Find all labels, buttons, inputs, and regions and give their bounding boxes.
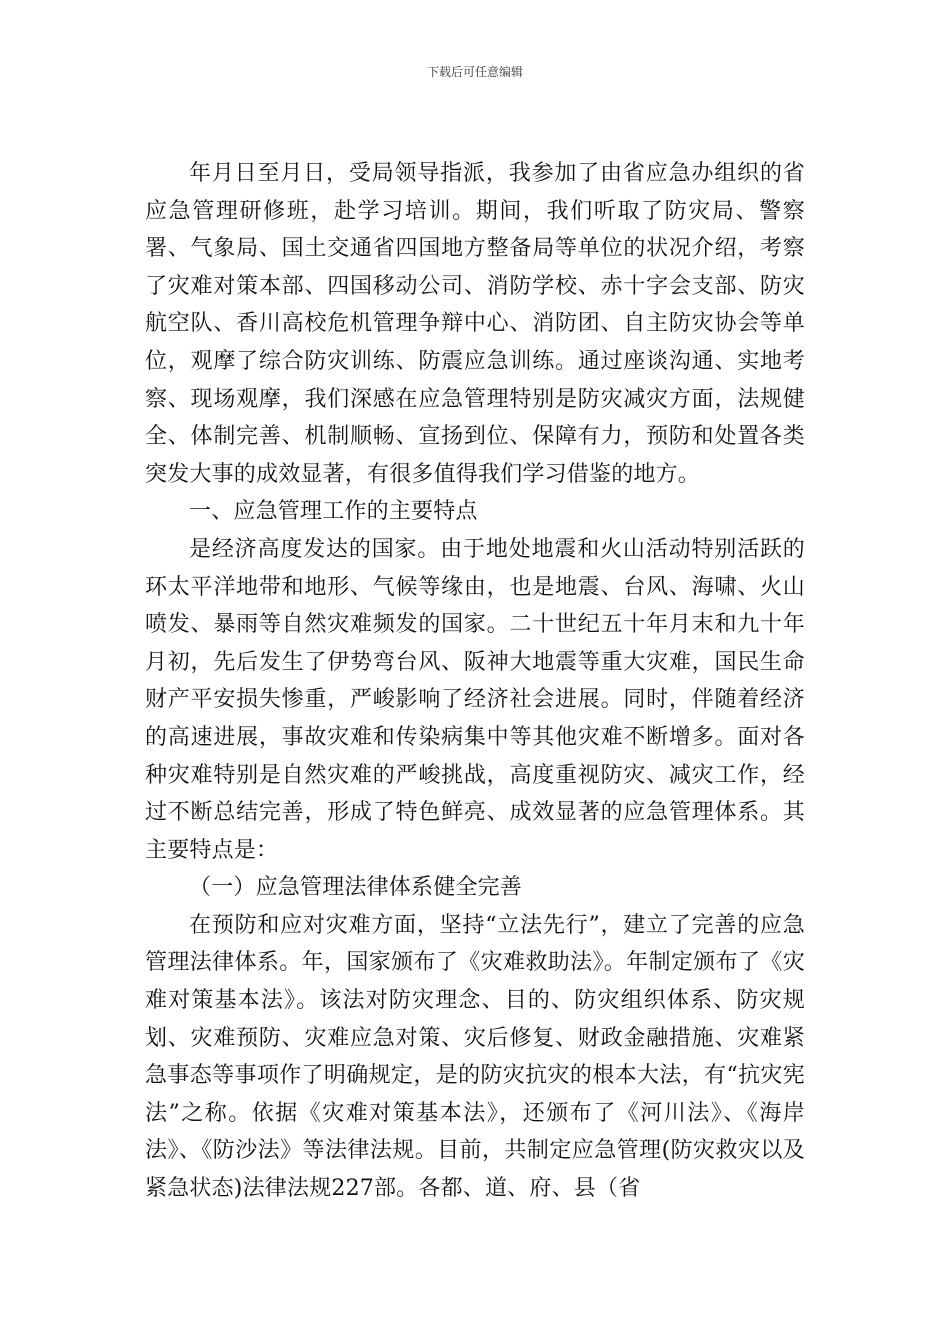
paragraph-intro: 年月日至月日，受局领导指派，我参加了由省应急办组织的省应急管理研修班，赴学习培训。期间，我们听取了防灾局、警察署、气象局、国土交通省四国地方整备局等单位的状况介绍，考察了灾难对策本部、四国移动公司、消防学校、赤十字会支部、防灾航空队、香川高校危机管理争辩中心、消防团、自主防灾协会等单位，观摩了综合防灾训练、防震应急训练。通过座谈沟通、实地考察、现场观摩，我们深感在应急管理特别是防灾减灾方面，法规健全、体制完善、机制顺畅、宣扬到位、保障有力，预防和处置各类突发大事的成效显著，有很多值得我们学习借鉴的地方。 — [145, 161, 805, 487]
subsection-heading-legal-system: （一）应急管理法律体系健全完善 — [189, 875, 523, 901]
paragraph-background: 是经济高度发达的国家。由于地处地震和火山活动特别活跃的环太平洋地带和地形、气候等缘由，也是地震、台风、海啸、火山喷发、暴雨等自然灾难频发的国家。二十世纪五十年月末和九十年月初，先后发生了伊势弯台风、阪神大地震等重大灾难，国民生命财产平安损失惨重，严峻影响了经济社会进展。同时，伴随着经济的高速进展，事故灾难和传染病集中等其他灾难不断增多。面对各种灾难特别是自然灾难的严峻挑战，高度重视防灾、减灾工作，经过不断总结完善，形成了特色鲜亮、成效显著的应急管理体系。其主要特点是： — [145, 536, 805, 863]
document-body — [145, 155, 805, 1208]
page-header: 下载后可任意编辑 — [426, 65, 523, 79]
section-heading-main-features: 一、应急管理工作的主要特点 — [189, 499, 478, 525]
paragraph-legal-system: 在预防和应对灾难方面，坚持“立法先行”，建立了完善的应急管理法律体系。年，国家颁布了《灾难救助法》。年制定颁布了《灾难对策基本法》。该法对防灾理念、目的、防灾组织体系、防灾规划、灾难预防、灾难应急对策、灾后修复、财政金融措施、灾难紧急事态等事项作了明确规定，是的防灾抗灾的根本大法，有“抗灾宪法”之称。依据《灾难对策基本法》，还颁布了《河川法》、《海岸法》、《防沙法》等法律法规。目前，共制定应急管理(防灾救灾以及紧急状态)法律法规227部。各都、道、府、县（省 — [145, 912, 805, 1202]
